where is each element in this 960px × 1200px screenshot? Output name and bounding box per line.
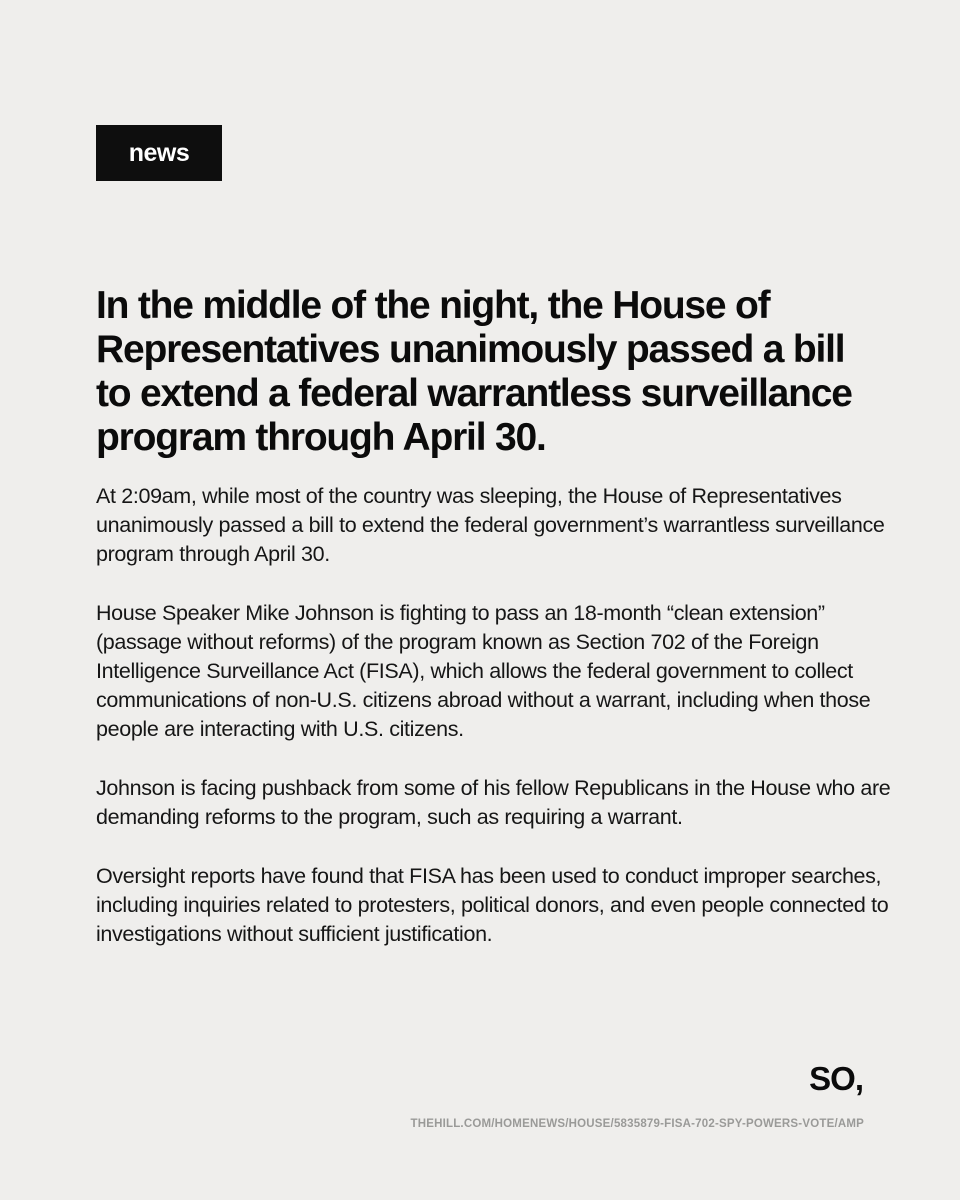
paragraph-4: Oversight reports have found that FISA has been used to conduct improper searches, including inquiries related to protesters, political donors, and even people connected to investigations without sufficient justification. bbox=[96, 864, 889, 946]
news-tag-label: news bbox=[128, 138, 190, 167]
brand-logo: SO, bbox=[809, 1060, 863, 1097]
paragraph-1: At 2:09am, while most of the country was sleeping, the House of Representatives unanimously passed a bill to extend the federal government’s warrantless surveillance program through April 30. bbox=[96, 484, 885, 566]
paragraph-3: Johnson is facing pushback from some of his fellow Republicans in the House who are demanding reforms to the program, such as requiring a warrant. bbox=[96, 776, 891, 829]
news-tag bbox=[96, 125, 222, 181]
paragraph-2: House Speaker Mike Johnson is fighting to pass an 18-month “clean extension” (passage without reforms) of the program known as Section 702 of the Foreign Intelligence Surveillance Act (FISA), which allows the federal government to collect communications of non-U.S. citizens abroad without a warrant, including when those people are interacting with U.S. citizens. bbox=[96, 601, 871, 741]
article-body bbox=[96, 482, 896, 979]
headline: In the middle of the night, the House of Representatives unanimously passed a bill to extend a federal warrantless surveillance program through April 30. bbox=[96, 284, 852, 459]
source-url: THEHILL.COM/HOMENEWS/HOUSE/5835879-FISA-702-SPY-POWERS-VOTE/AMP bbox=[410, 1118, 864, 1130]
